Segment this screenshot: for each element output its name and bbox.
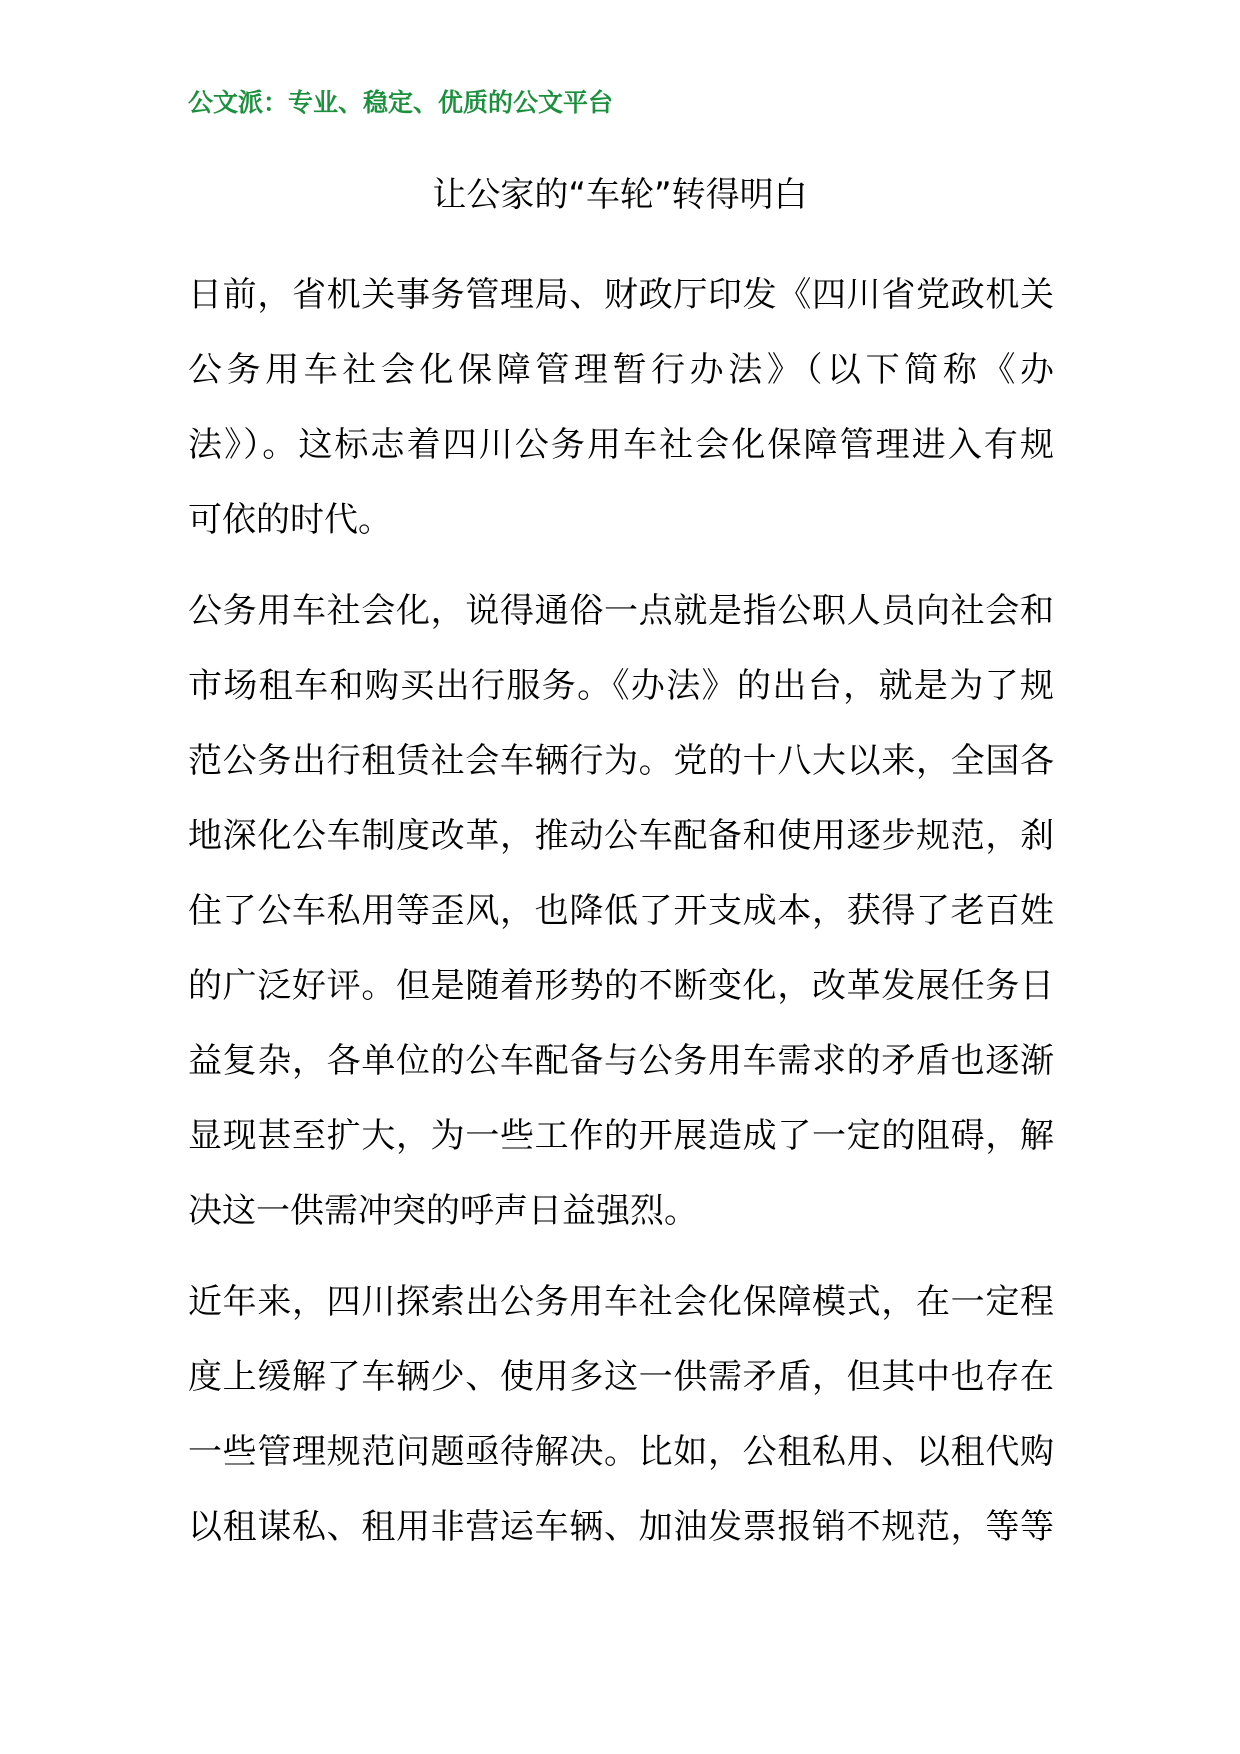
paragraph-line: 一些管理规范问题亟待解决。比如，公租私用、以租代购 xyxy=(188,1432,1054,1472)
paragraph-line: 公务用车社会化保障管理暂行办法》（以下简称《办 xyxy=(188,350,1054,390)
article-body xyxy=(188,258,1054,1581)
paragraph-line: 的广泛好评。但是随着形势的不断变化，改革发展任务日 xyxy=(188,966,1054,1006)
paragraph-line: 决这一供需冲突的呼声日益强烈。 xyxy=(188,1191,698,1231)
paragraph-line: 可依的时代。 xyxy=(188,500,392,540)
article-title: 让公家的“车轮”转得明白 xyxy=(432,175,808,215)
paragraph-line: 益复杂，各单位的公车配备与公务用车需求的矛盾也逐渐 xyxy=(188,1041,1054,1081)
paragraph-line: 度上缓解了车辆少、使用多这一供需矛盾，但其中也存在 xyxy=(188,1357,1054,1397)
site-header-slogan: 公文派：专业、稳定、优质的公文平台 xyxy=(188,88,614,117)
paragraph-line: 地深化公车制度改革，推动公车配备和使用逐步规范，刹 xyxy=(188,816,1054,856)
paragraph-line: 日前，省机关事务管理局、财政厅印发《四川省党政机关 xyxy=(188,275,1054,315)
paragraph-line: 公务用车社会化，说得通俗一点就是指公职人员向社会和 xyxy=(188,591,1054,631)
paragraph-line: 近年来，四川探索出公务用车社会化保障模式，在一定程 xyxy=(188,1282,1054,1322)
paragraph-line: 范公务出行租赁社会车辆行为。党的十八大以来，全国各 xyxy=(188,741,1054,781)
paragraph-line: 显现甚至扩大，为一些工作的开展造成了一定的阻碍，解 xyxy=(188,1116,1054,1156)
paragraph-line: 法》）。这标志着四川公务用车社会化保障管理进入有规 xyxy=(188,425,1054,465)
paragraph-1 xyxy=(188,258,1054,558)
paragraph-2 xyxy=(188,574,1054,1249)
paragraph-3 xyxy=(188,1265,1054,1565)
paragraph-line: 以租谋私、租用非营运车辆、加油发票报销不规范，等等 xyxy=(188,1507,1054,1547)
paragraph-line: 市场租车和购买出行服务。《办法》的出台，就是为了规 xyxy=(188,666,1054,706)
paragraph-line: 住了公车私用等歪风，也降低了开支成本，获得了老百姓 xyxy=(188,891,1054,931)
